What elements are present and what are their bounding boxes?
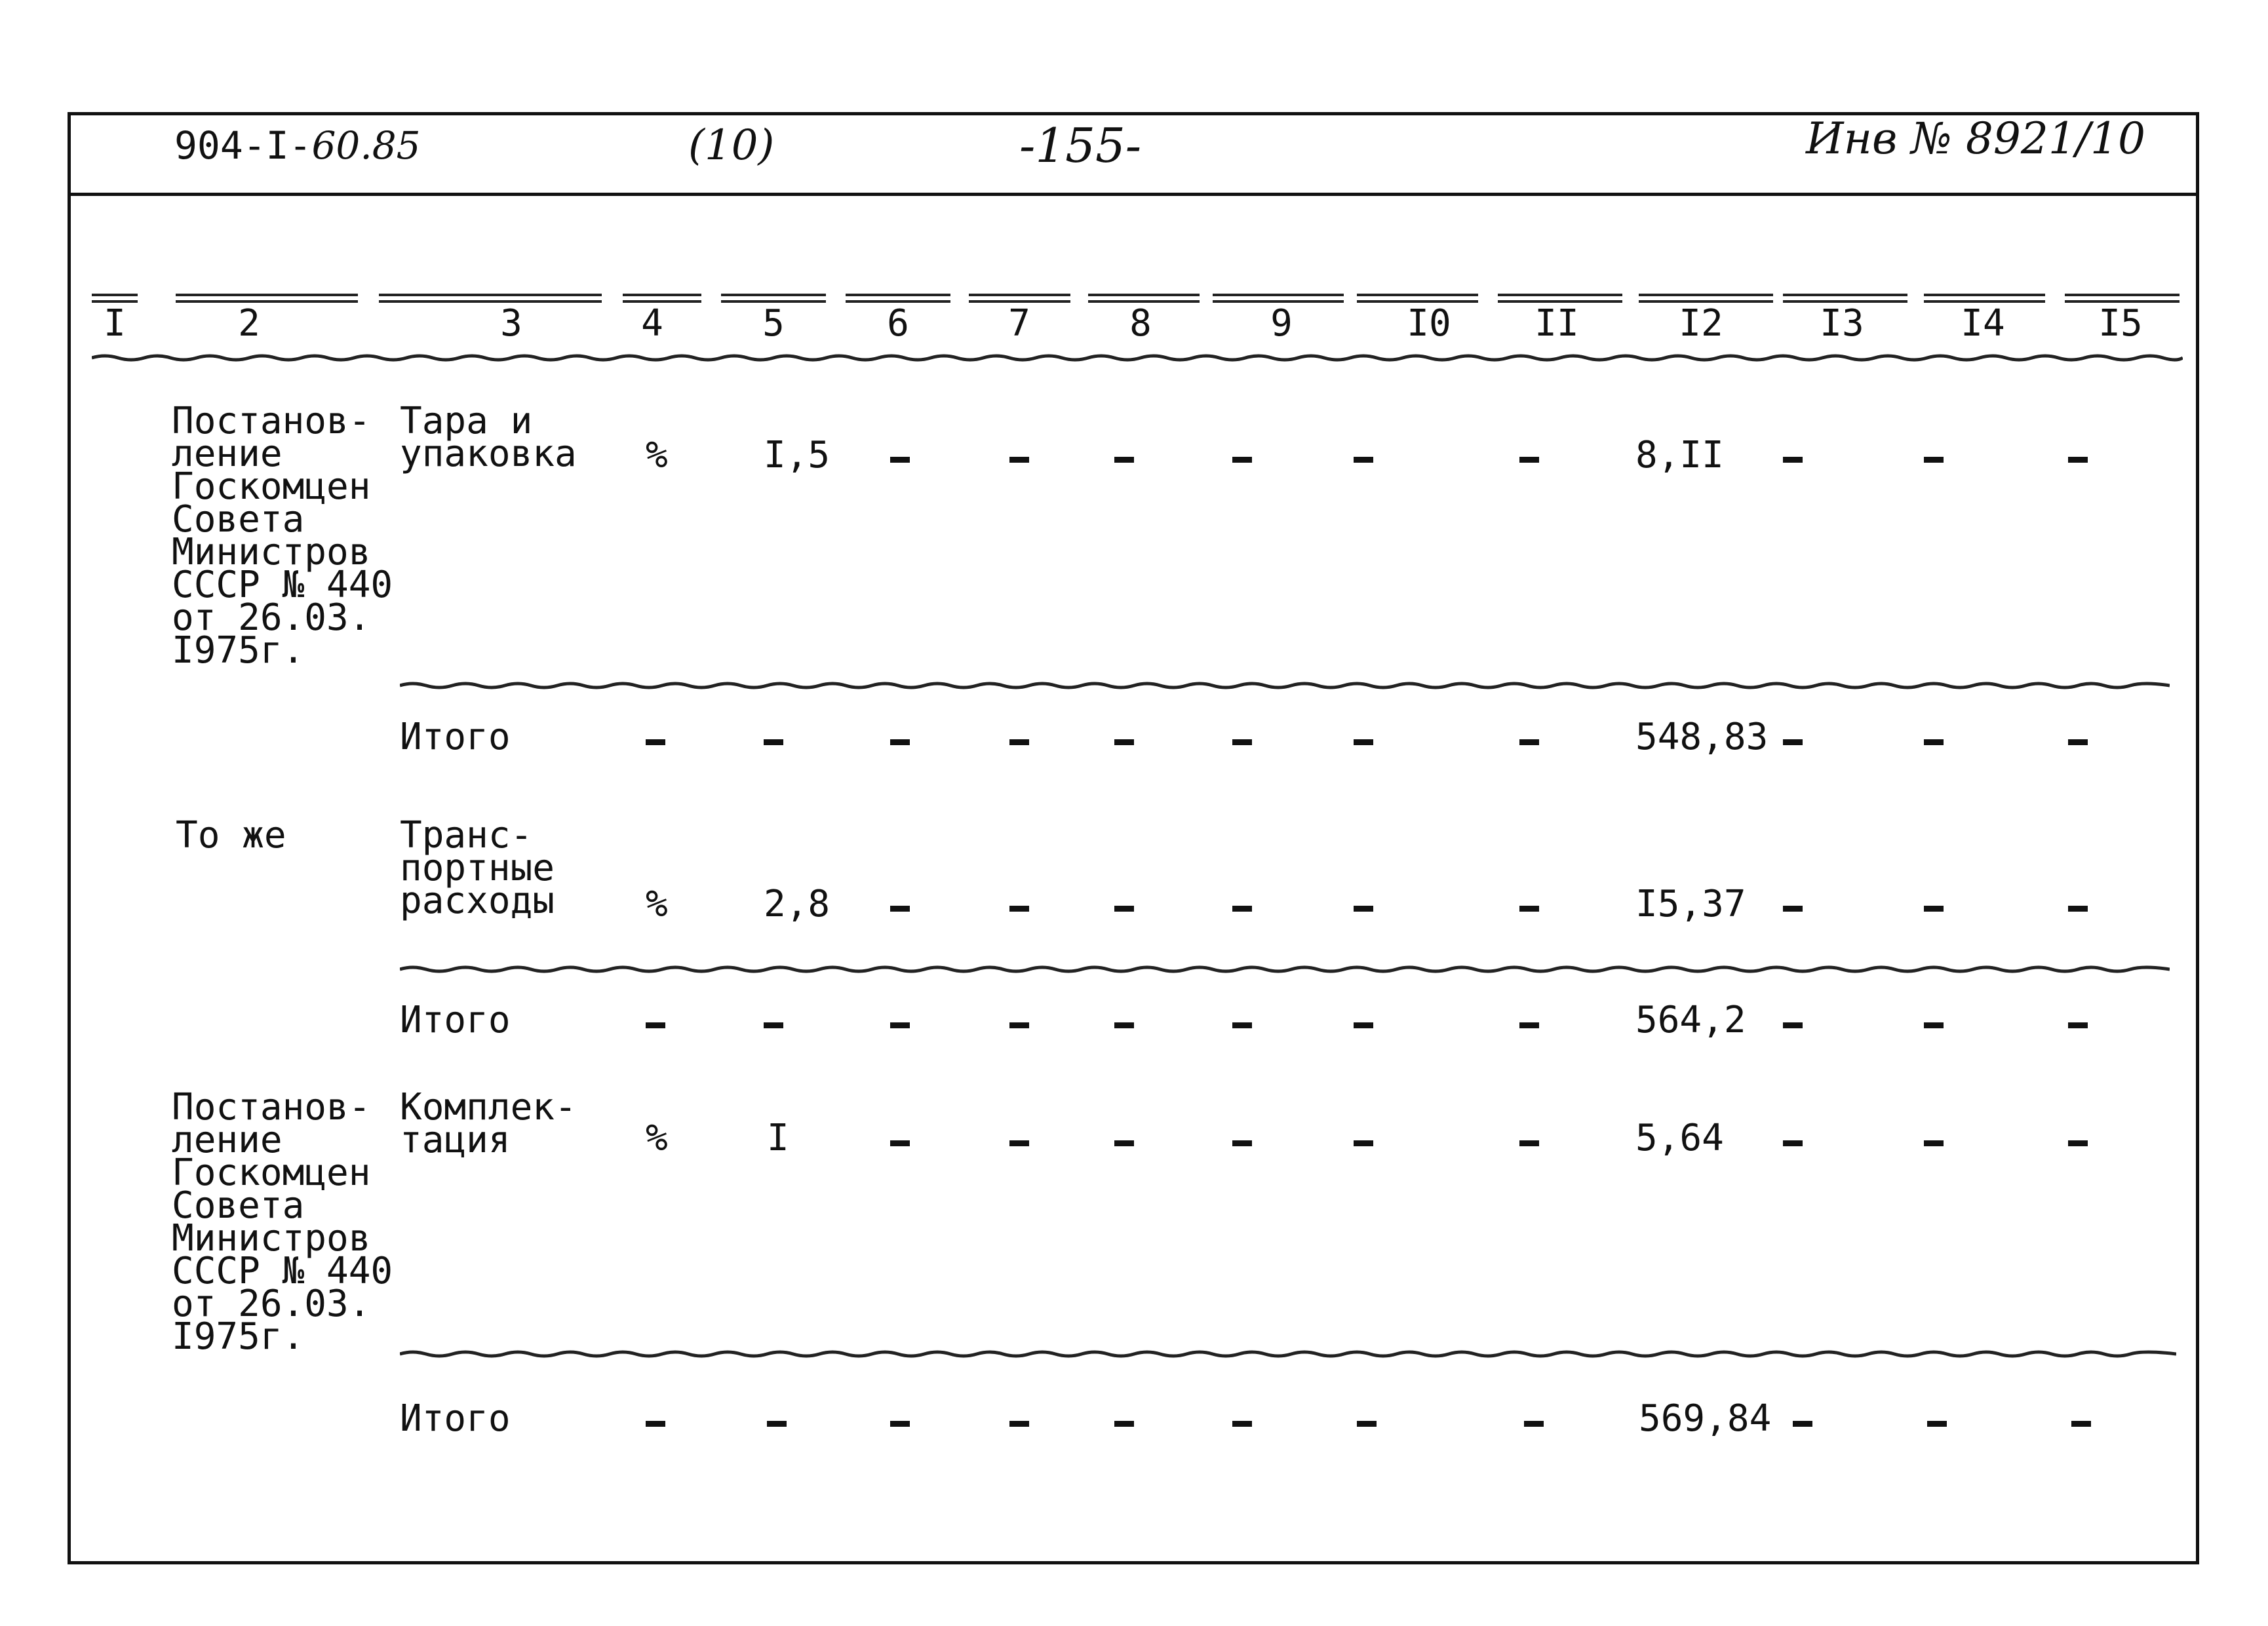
row2-dash-7	[1009, 739, 1029, 745]
row2-dash-15	[2068, 739, 2088, 745]
row4-dash-14	[1924, 1022, 1944, 1028]
col-rule	[2065, 294, 2180, 303]
row3-name: Транс- портные расходы	[400, 814, 555, 922]
col-rule	[92, 294, 138, 303]
row3-rate: 2,8	[764, 883, 831, 925]
row5-dash-9	[1232, 1140, 1252, 1146]
col-rule	[176, 294, 358, 303]
row4-dash-8	[1114, 1022, 1134, 1028]
col-header-14: I4	[1961, 302, 2005, 345]
row3-unit: %	[646, 883, 668, 925]
row1-dash-11	[1519, 457, 1539, 463]
row4-dash-13	[1783, 1022, 1803, 1028]
page-number: -155-	[1019, 118, 1142, 173]
row1-col12: 8,II	[1635, 434, 1724, 476]
row3-dash-13	[1783, 906, 1803, 912]
row3-dash-11	[1519, 906, 1539, 912]
col-rule	[969, 294, 1070, 303]
header-divider	[68, 193, 2199, 196]
col-header-5: 5	[762, 302, 785, 345]
row2-dash-14	[1924, 739, 1944, 745]
row2-col12: 548,83	[1635, 716, 1769, 758]
row3-dash-9	[1232, 906, 1252, 912]
row2-dash-10	[1354, 739, 1373, 745]
col-header-3: 3	[500, 302, 522, 345]
row5-unit: %	[646, 1117, 668, 1159]
row2-dash-8	[1114, 739, 1134, 745]
row2-dash-9	[1232, 739, 1252, 745]
row3-dash-14	[1924, 906, 1944, 912]
row4-dash-5	[764, 1022, 783, 1028]
col-header-7: 7	[1008, 302, 1030, 345]
row1-dash-13	[1783, 457, 1803, 463]
col-header-10: I0	[1407, 302, 1451, 345]
col-rule	[1213, 294, 1344, 303]
row1-dash-7	[1009, 457, 1029, 463]
row4-dash-6	[890, 1022, 910, 1028]
row1-rate: I,5	[764, 434, 831, 476]
col-rule	[1088, 294, 1200, 303]
col-header-4: 4	[641, 302, 663, 345]
row4-dash-4	[646, 1022, 665, 1028]
row6-dash-15	[2071, 1421, 2091, 1427]
col-header-6: 6	[887, 302, 909, 345]
row6-total-label: Итого	[400, 1397, 511, 1440]
row1-dash-8	[1114, 457, 1134, 463]
col-header-2: 2	[238, 302, 260, 345]
row5-dash-6	[890, 1140, 910, 1146]
row1-dash-6	[890, 457, 910, 463]
row6-dash-14	[1927, 1421, 1947, 1427]
row3-dash-10	[1354, 906, 1373, 912]
row5-dash-10	[1354, 1140, 1373, 1146]
row5-rate: I	[767, 1117, 789, 1159]
row2-dash-4	[646, 739, 665, 745]
col-header-13: I3	[1820, 302, 1864, 345]
row3-wavy-rule	[400, 965, 2170, 972]
row1-wavy-rule	[400, 682, 2170, 688]
row5-name: Комплек- тация	[400, 1086, 577, 1161]
row3-dash-7	[1009, 906, 1029, 912]
row6-dash-6	[890, 1421, 910, 1427]
row1-basis: Постанов- ление Госкомцен Совета Министров СССР № 440 от 26.03. I975г.	[172, 400, 393, 672]
row1-dash-9	[1232, 457, 1252, 463]
header-wavy-rule	[92, 354, 2183, 360]
row5-dash-8	[1114, 1140, 1134, 1146]
row6-dash-11	[1524, 1421, 1544, 1427]
row5-dash-15	[2068, 1140, 2088, 1146]
row3-dash-15	[2068, 906, 2088, 912]
row1-dash-15	[2068, 457, 2088, 463]
row4-dash-7	[1009, 1022, 1029, 1028]
col-rule	[1783, 294, 1907, 303]
row6-dash-9	[1232, 1421, 1252, 1427]
col-header-8: 8	[1129, 302, 1152, 345]
col-rule	[1639, 294, 1773, 303]
row6-dash-7	[1009, 1421, 1029, 1427]
row2-dash-11	[1519, 739, 1539, 745]
row4-dash-11	[1519, 1022, 1539, 1028]
doc-code	[174, 123, 421, 168]
col-rule	[1498, 294, 1622, 303]
col-header-1: I	[104, 302, 126, 345]
doc-code-printed: 904-I-	[174, 123, 312, 168]
col-rule	[721, 294, 826, 303]
row2-total-label: Итого	[400, 716, 511, 758]
col-header-15: I5	[2098, 302, 2143, 345]
col-rule	[623, 294, 701, 303]
row6-dash-13	[1793, 1421, 1812, 1427]
col-rule	[379, 294, 602, 303]
row4-dash-15	[2068, 1022, 2088, 1028]
col-header-12: I2	[1679, 302, 1723, 345]
row1-unit: %	[646, 434, 668, 476]
col-header-11: II	[1535, 302, 1579, 345]
row6-dash-4	[646, 1421, 665, 1427]
row1-dash-10	[1354, 457, 1373, 463]
row6-col12: 569,84	[1639, 1397, 1772, 1440]
row3-dash-8	[1114, 906, 1134, 912]
row5-dash-13	[1783, 1140, 1803, 1146]
col-header-9: 9	[1270, 302, 1293, 345]
row4-dash-10	[1354, 1022, 1373, 1028]
row1-name: Тара и упаковка	[400, 400, 577, 475]
row2-dash-13	[1783, 739, 1803, 745]
row5-dash-7	[1009, 1140, 1029, 1146]
row6-dash-5	[767, 1421, 787, 1427]
row2-dash-6	[890, 739, 910, 745]
row3-col12: I5,37	[1635, 883, 1746, 925]
row3-dash-6	[890, 906, 910, 912]
row5-basis: Постанов- ление Госкомцен Совета Министров СССР № 440 от 26.03. I975г.	[172, 1086, 393, 1358]
row3-basis: То же	[176, 814, 286, 857]
doc-code-handwritten: 60.85	[311, 123, 421, 168]
col-rule	[1357, 294, 1478, 303]
row6-dash-10	[1357, 1421, 1377, 1427]
row6-dash-8	[1114, 1421, 1134, 1427]
row5-dash-11	[1519, 1140, 1539, 1146]
album-number: (10)	[688, 121, 775, 170]
row4-dash-9	[1232, 1022, 1252, 1028]
col-rule	[846, 294, 950, 303]
row5-col12: 5,64	[1635, 1117, 1724, 1159]
col-rule	[1924, 294, 2045, 303]
row2-dash-5	[764, 739, 783, 745]
inventory-number: Инв № 8921/10	[1806, 113, 2146, 164]
row5-wavy-rule	[400, 1350, 2176, 1357]
row5-dash-14	[1924, 1140, 1944, 1146]
row1-dash-14	[1924, 457, 1944, 463]
row4-col12: 564,2	[1635, 999, 1746, 1041]
row4-total-label: Итого	[400, 999, 511, 1041]
